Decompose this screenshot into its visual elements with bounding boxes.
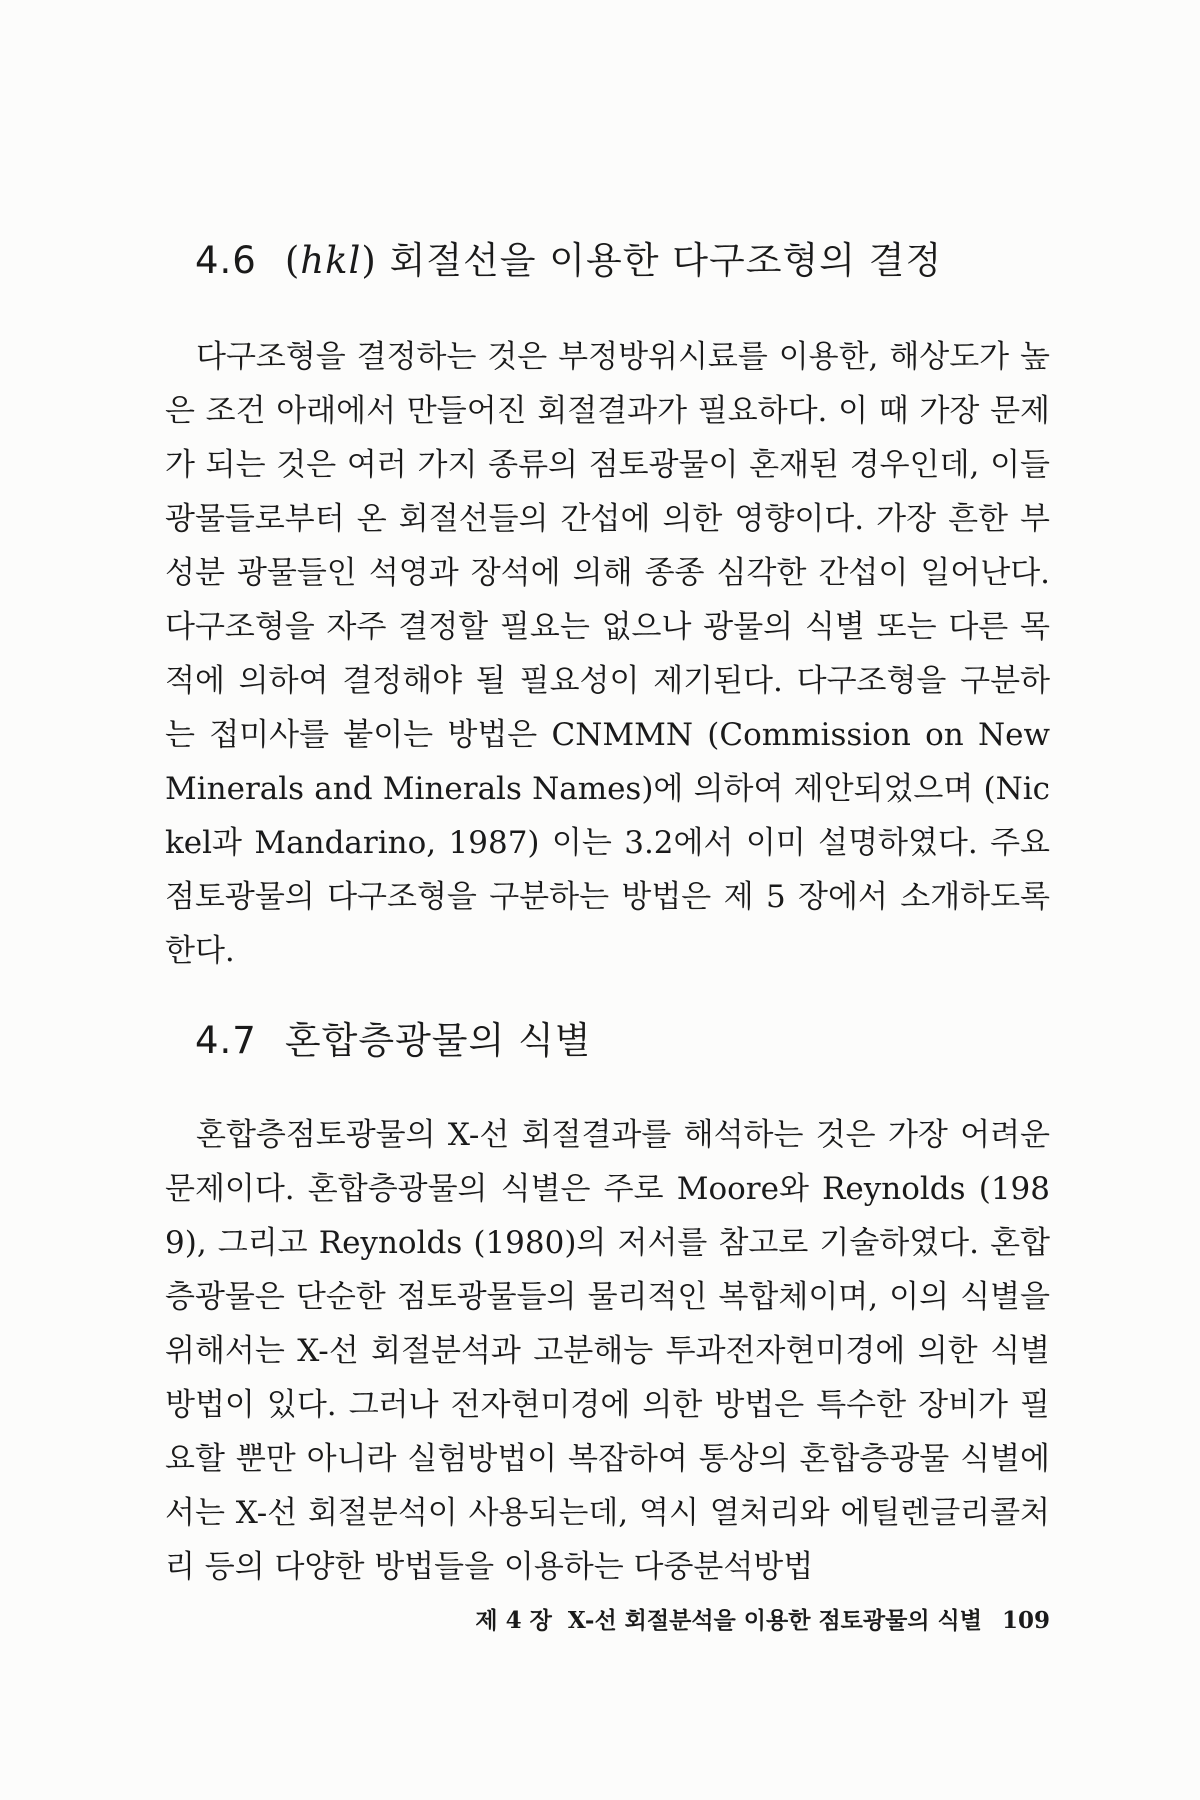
footer-title: X-선 회절분석을 이용한 점토광물의 식별 — [567, 1607, 982, 1634]
footer-chapter: 제 4 장 — [475, 1607, 552, 1634]
paren-open: ( — [284, 239, 301, 282]
section-4-6-paragraph: 다구조형을 결정하는 것은 부정방위시료를 이용한, 해상도가 높은 조건 아래에서 만들어진 회절결과가 필요하다. 이 때 가장 문제가 되는 것은 여러 가지 종류의 점토광물이 혼재된 경우인데, 이들 광물들로부터 온 회절선들의 간섭에 의한 영향이다. 가장 흔한 부성분 광물들인 석영과 장석에 의해 종종 심각한 간섭이 일어난다. 다구조형을 자주 결정할 필요는 없으나 광물의 식별 또는 다른 목적에 의하여 결정해야 될 필요성이 제기된다. 다구조형을 구분하는 접미사를 붙이는 방법은 CNMMN (Commission on New Minerals and Minerals Names)에 의하여 제안되었으며 (Nickel과 Mandarino, 1987) 이는 3.2에서 이미 설명하였다. 주요 점토광물의 다구조형을 구분하는 방법은 제 5 장에서 소개하도록 한다. — [165, 339, 1050, 969]
section-number: 4.6 — [195, 239, 257, 282]
section-title: 회절선을 이용한 다구조형의 결정 — [389, 239, 943, 282]
section-4-7-paragraph: 혼합층점토광물의 X-선 회절결과를 해석하는 것은 가장 어려운 문제이다. 혼합층광물의 식별은 주로 Moore와 Reynolds (1989), 그리고 Reynolds (1980)의 저서를 참고로 기술하였다. 혼합층광물은 단순한 점토광물들의 물리적인 복합체이며, 이의 식별을 위해서는 X-선 회절분석과 고분해능 투과전자현미경에 의한 식별방법이 있다. 그러나 전자현미경에 의한 방법은 특수한 장비가 필요할 뿐만 아니라 실험방법이 복잡하여 통상의 혼합층광물 식별에서는 X-선 회절분석이 사용되는데, 역시 열처리와 에틸렌글리콜처리 등의 다양한 방법들을 이용하는 다중분석방법 — [165, 1117, 1050, 1585]
section-heading-4-7 — [195, 1010, 592, 1064]
miller-index-term: hkl — [300, 239, 362, 282]
section-number: 4.7 — [195, 1019, 257, 1062]
paren-close: ) — [361, 239, 377, 282]
page-footer — [475, 1602, 1050, 1635]
section-title: 혼합층광물의 식별 — [284, 1019, 592, 1062]
page-number: 109 — [1001, 1607, 1050, 1634]
section-heading-4-6 — [195, 230, 942, 284]
